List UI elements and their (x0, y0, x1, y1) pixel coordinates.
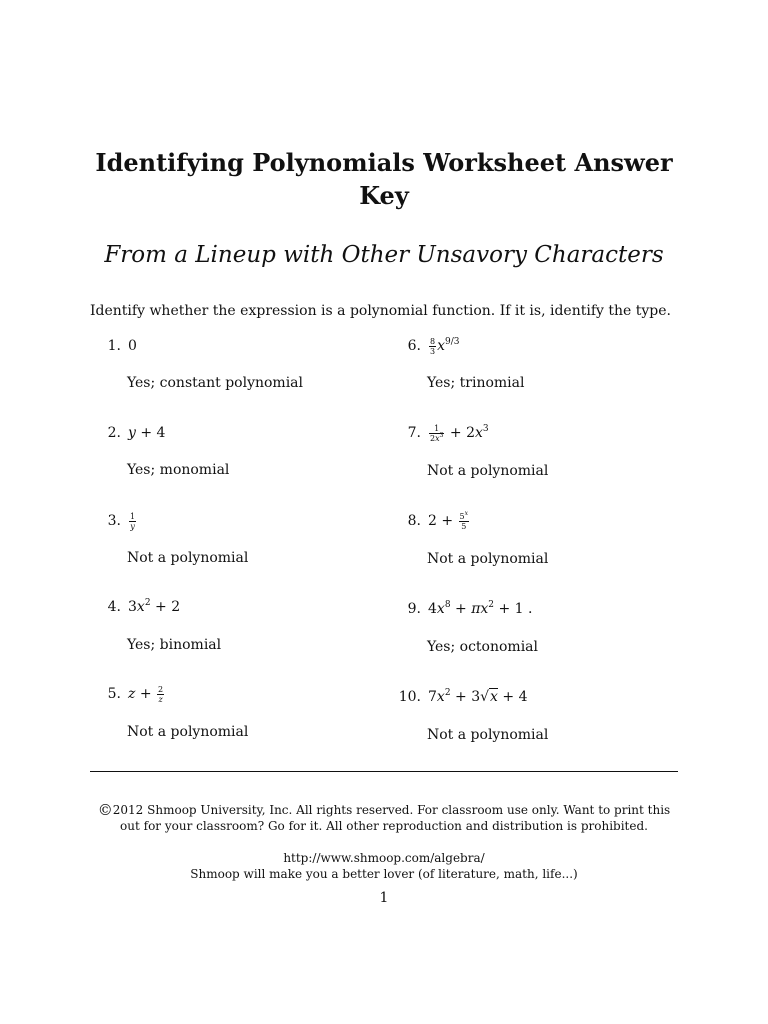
problem-3-answer: Not a polynomial (127, 550, 249, 566)
page-number: 1 (379, 890, 389, 906)
problem-9-answer: Yes; octonomial (427, 639, 539, 655)
problem-expression: $7x^2 + 3√x + 4$ (428, 688, 528, 705)
problem-number: 7. (407, 425, 421, 441)
problem-number: 3. (107, 513, 121, 529)
problem-expression: z + $\frac{2}{z}$ (128, 684, 164, 704)
problem-expression: $\frac{1}{y}$ (130, 511, 136, 531)
problem-6-answer: Yes; trinomial (427, 375, 525, 391)
problem-expression: 2 + $\frac{5^x}{5}$ (428, 509, 469, 531)
problem-expression: $3x^2 + 2$ (128, 598, 181, 615)
problem-number: 4. (107, 599, 121, 615)
problem-expression: 0 (128, 338, 137, 354)
problem-9 (407, 599, 533, 619)
problem-1-answer: Yes; constant polynomial (127, 375, 303, 391)
problem-number: 10. (398, 689, 421, 705)
copyright-icon: © (97, 801, 113, 819)
title-line-1: Identifying Polynomials Worksheet Answer (95, 148, 673, 177)
problem-number: 2. (107, 425, 121, 441)
problem-expression: $4x^8 + \pi x^2 + 1$ . (428, 600, 533, 617)
problem-8-answer: Not a polynomial (427, 551, 549, 567)
problem-6 (407, 336, 460, 356)
problem-5-answer: Not a polynomial (127, 724, 249, 740)
problem-expression: y + 4 (128, 425, 166, 441)
problem-5 (107, 684, 165, 704)
problem-number: 9. (407, 601, 421, 617)
instructions: Identify whether the expression is a polynomial function. If it is, identify the type. (90, 303, 671, 319)
footer-tagline: Shmoop will make you a better lover (of literature, math, life...) (190, 867, 578, 881)
problem-2-answer: Yes; monomial (127, 462, 230, 478)
problem-1 (107, 336, 137, 356)
problem-4 (107, 597, 181, 617)
problem-10 (398, 687, 528, 707)
problem-7-answer: Not a polynomial (427, 463, 549, 479)
footer-divider (90, 771, 678, 772)
problem-2 (107, 423, 166, 443)
problem-number: 8. (407, 513, 421, 529)
copyright-notice (90, 802, 678, 834)
problem-expression: $\frac{8}{3}$ $x^{9/3}$ (430, 336, 460, 356)
page-subtitle: From a Lineup with Other Unsavory Characters (104, 242, 664, 268)
page-title (80, 146, 688, 212)
problem-number: 5. (107, 686, 121, 702)
problem-number: 6. (407, 338, 421, 354)
problem-8 (407, 509, 470, 531)
problem-10-answer: Not a polynomial (427, 727, 549, 743)
copyright-text: 2012 Shmoop University, Inc. All rights reserved. For classroom use only. Want to print this out for your classroom? Go for it. All other reproduction and distribution is prohibited. (112, 803, 671, 833)
problem-expression: $\frac{1}{2x^3}$ + $2x^3$ (430, 423, 489, 443)
problem-3 (107, 511, 137, 531)
problem-number: 1. (107, 338, 121, 354)
footer (90, 802, 678, 882)
title-line-2: Key (359, 181, 409, 210)
problem-4-answer: Yes; binomial (127, 637, 222, 653)
footer-url[interactable]: http://www.shmoop.com/algebra/ (283, 851, 485, 865)
problem-7 (407, 423, 489, 443)
